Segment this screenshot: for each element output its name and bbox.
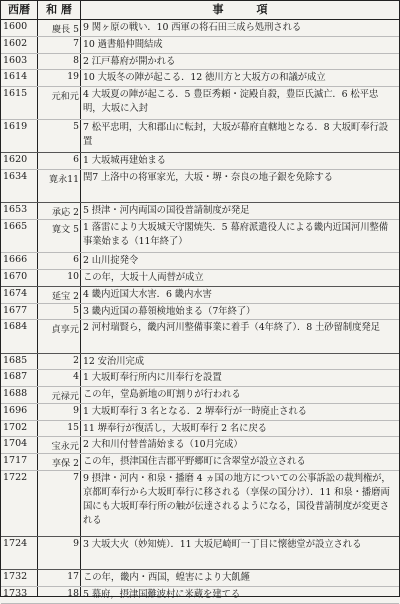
row-year: 1717 bbox=[3, 455, 28, 467]
row-event: 12 安治川完成 bbox=[83, 355, 144, 367]
row-year: 1677 bbox=[3, 304, 28, 316]
row-event: 11 堺奉行が復活し，大坂町奉行 2 名に戻る bbox=[83, 422, 267, 434]
table-row bbox=[1, 587, 399, 604]
table-header bbox=[1, 1, 399, 20]
row-event: 閏7 上洛中の将軍家光，大坂・堺・奈良の地子銀を免除する bbox=[83, 172, 333, 184]
row-event: 10 大坂冬の陣が起こる．12 徳川方と大坂方の和議が成立 bbox=[83, 72, 326, 84]
row-era: 9 bbox=[73, 537, 79, 549]
row-year: 1688 bbox=[3, 388, 28, 400]
row-event: 1 大坂城再建始まる bbox=[83, 155, 166, 167]
row-era: 元和元 bbox=[51, 91, 79, 102]
row-year: 1674 bbox=[3, 287, 28, 299]
row-era: 元禄元 bbox=[51, 391, 79, 403]
table-row bbox=[1, 220, 399, 253]
row-year: 1619 bbox=[3, 121, 28, 133]
table-row bbox=[1, 537, 399, 570]
row-year: 1600 bbox=[3, 21, 28, 32]
row-year: 1620 bbox=[3, 154, 28, 166]
table-row bbox=[1, 120, 399, 153]
header-year: 西暦 bbox=[8, 3, 30, 16]
table-row bbox=[1, 203, 399, 220]
row-era: 15 bbox=[67, 421, 79, 433]
table-row bbox=[1, 471, 399, 537]
row-event: 4 畿内近国大水害．6 畿内水害 bbox=[83, 288, 212, 300]
row-year: 1666 bbox=[3, 254, 28, 266]
table-row bbox=[1, 20, 399, 37]
row-era: 17 bbox=[67, 571, 79, 583]
table-row bbox=[1, 170, 399, 203]
table-row bbox=[1, 287, 399, 304]
row-event: 7 松平忠明，大和郡山に転封，大坂が幕府直轄地となる．8 大坂町奉行設置 bbox=[83, 122, 389, 148]
row-era: 享保 2 bbox=[51, 458, 79, 470]
row-event: 2 山川掟発令 bbox=[83, 255, 139, 267]
row-year: 1696 bbox=[3, 404, 28, 416]
row-year: 1733 bbox=[3, 587, 28, 599]
table-row bbox=[1, 404, 399, 421]
table-row bbox=[1, 320, 399, 353]
row-era: 8 bbox=[73, 54, 79, 66]
row-event: 5 摂津・河内両国の国役普請制度が発足 bbox=[83, 205, 250, 217]
row-event: 5 幕府，摂津国難波村に米蔵を建てる bbox=[83, 588, 241, 600]
table-row bbox=[1, 87, 399, 120]
row-event: この年，堂島新地の町割りが行われる bbox=[83, 389, 241, 401]
table-row bbox=[1, 153, 399, 170]
table-row bbox=[1, 253, 399, 270]
row-event: 10 過書船仲間結成 bbox=[83, 38, 163, 50]
row-era: 承応 2 bbox=[51, 207, 79, 219]
row-era: 慶長 5 bbox=[51, 24, 79, 35]
row-year: 1702 bbox=[3, 421, 28, 433]
row-year: 1684 bbox=[3, 321, 28, 333]
table-row bbox=[1, 70, 399, 87]
row-era: 6 bbox=[73, 254, 79, 266]
row-year: 1615 bbox=[3, 88, 28, 99]
row-era: 5 bbox=[73, 121, 79, 133]
row-event: 4 大坂夏の陣が起こる．5 豊臣秀頼・淀殿自殺，豊臣氏滅亡．6 松平忠明，大坂に入封 bbox=[83, 89, 379, 114]
table-row bbox=[1, 354, 399, 371]
table-row bbox=[1, 454, 399, 471]
row-era: 5 bbox=[73, 304, 79, 316]
row-event: 1 大坂町奉行所内に川奉行を設置 bbox=[83, 372, 222, 384]
row-era: 貞享元 bbox=[51, 324, 79, 336]
row-era: 6 bbox=[73, 154, 79, 166]
table-row bbox=[1, 37, 399, 54]
row-era: 延宝 2 bbox=[51, 290, 79, 302]
row-era: 10 bbox=[67, 271, 79, 283]
row-year: 1665 bbox=[3, 221, 28, 233]
row-era: 7 bbox=[73, 37, 79, 49]
row-event: 1 落雷により大坂城天守閣焼失．5 幕府派遣役人による畿内近国河川整備事業始まる（11年終了） bbox=[83, 222, 389, 248]
header-era: 和 暦 bbox=[46, 3, 72, 16]
row-era: 2 bbox=[73, 354, 79, 366]
row-era: 4 bbox=[73, 371, 79, 383]
row-year: 1722 bbox=[3, 471, 28, 483]
row-event: この年，畿内・西国，蝗害により大飢饉 bbox=[83, 572, 250, 584]
row-event: 2 大和川付替普請始まる（10月完成） bbox=[83, 439, 243, 451]
row-year: 1603 bbox=[3, 54, 28, 66]
table-row bbox=[1, 370, 399, 387]
row-year: 1704 bbox=[3, 438, 28, 450]
row-event: 9 関ヶ原の戦い．10 西軍の将石田三成ら処刑される bbox=[83, 22, 302, 33]
table-row bbox=[1, 421, 399, 438]
table-row bbox=[1, 270, 399, 287]
row-event: この年，大坂十人両替が成立 bbox=[83, 272, 204, 284]
row-year: 1687 bbox=[3, 371, 28, 383]
table-row bbox=[1, 437, 399, 454]
row-event: 2 江戸幕府が開かれる bbox=[83, 55, 176, 67]
table-row bbox=[1, 54, 399, 71]
header-event: 事 項 bbox=[212, 3, 268, 16]
row-era: 18 bbox=[67, 587, 79, 599]
table-row bbox=[1, 387, 399, 404]
row-era: 寛文 5 bbox=[51, 224, 79, 236]
table-body bbox=[1, 20, 399, 600]
table-row bbox=[1, 570, 399, 587]
row-year: 1634 bbox=[3, 171, 28, 183]
row-event: 9 摂津・河内・和泉・播磨 4 ヵ国の地方についての公事訴訟の裁判権が，京都町奉行から大坂町奉行に移される（享保の国分け）．11 和泉・播磨両国にも大坂町奉行所の触が伝達されるようになる，国役普請制度が変更される bbox=[83, 472, 391, 526]
row-event: この年，摂津国住吉郡平野郷町に含翠堂が設立される bbox=[83, 456, 306, 468]
row-era: 19 bbox=[67, 71, 79, 83]
table-row bbox=[1, 304, 399, 321]
row-era: 7 bbox=[73, 471, 79, 483]
row-year: 1685 bbox=[3, 354, 28, 366]
row-year: 1602 bbox=[3, 37, 28, 49]
row-year: 1732 bbox=[3, 571, 28, 583]
row-year: 1653 bbox=[3, 204, 28, 216]
row-era: 寛永11 bbox=[48, 174, 79, 186]
row-event: 2 河村瑞賢ら，畿内河川整備事業に着手（4年終了）．8 土砂留制度発足 bbox=[83, 322, 380, 334]
row-event: 3 畿内近国の幕領検地始まる（7年終了） bbox=[83, 305, 256, 317]
row-year: 1614 bbox=[3, 71, 28, 83]
row-era: 宝永元 bbox=[51, 441, 79, 453]
row-year: 1724 bbox=[3, 537, 28, 549]
row-event: 1 大坂町奉行 3 名となる．2 堺奉行が一時廃止される bbox=[83, 405, 307, 417]
row-year: 1670 bbox=[3, 271, 28, 283]
row-event: 3 大坂大火（妙知焼）．11 大坂尼崎町一丁目に懐徳堂が設立される bbox=[83, 538, 362, 550]
row-era: 9 bbox=[73, 404, 79, 416]
